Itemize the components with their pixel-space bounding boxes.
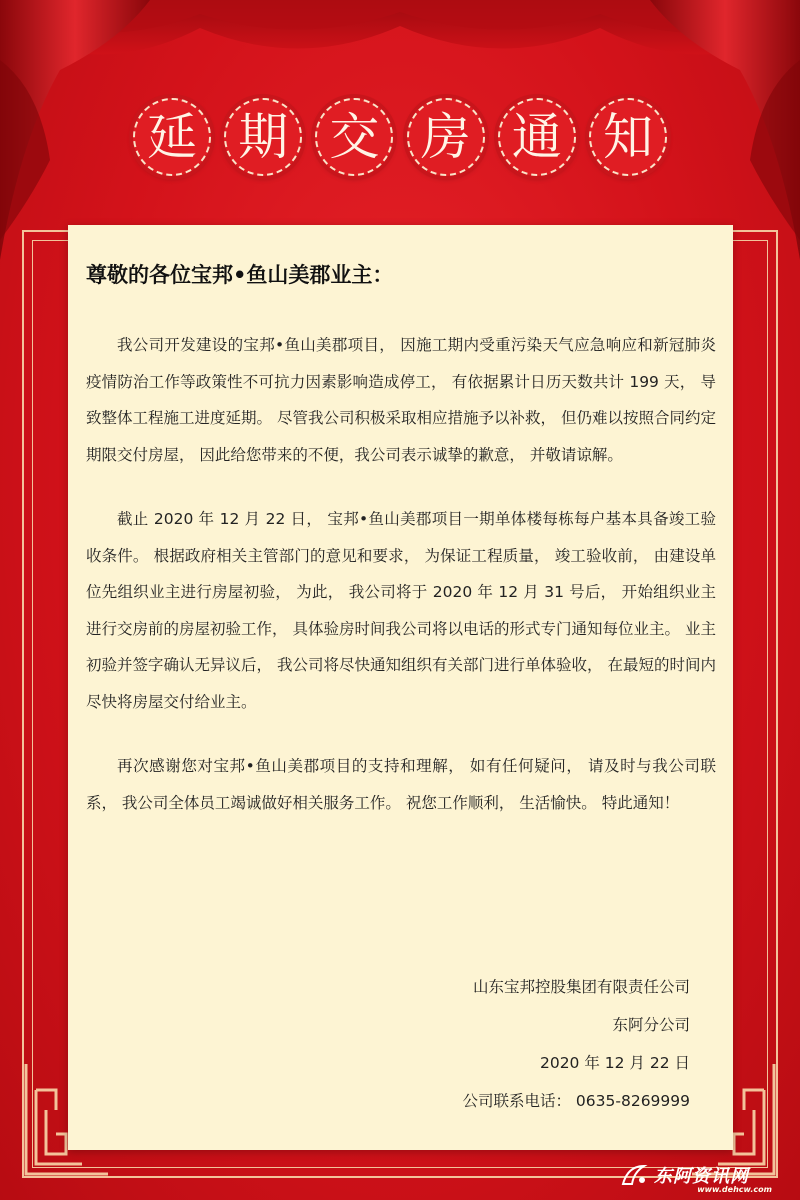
site-watermark xyxy=(620,1158,790,1192)
title-char: 期 xyxy=(224,98,302,176)
title-char: 通 xyxy=(498,98,576,176)
watermark-url: www.dehcw.com xyxy=(697,1185,772,1194)
paragraph: 我公司开发建设的宝邦•鱼山美郡项目， 因施工期内受重污染天气应急响应和新冠肺炎疫情防治工作等政策性不可抗力因素影响造成停工， 有依据累计日历天数共计 199 天， 导致整体工程施工进度延期。 尽管我公司积极采取相应措施予以补救， 但仍难以按照合同约定期限交付房屋， 因此给您带来的不便，我公司表示诚挚的歉意， 并敬请谅解。 xyxy=(86,336,716,464)
company-name: 山东宝邦控股集团有限责任公司 xyxy=(472,978,690,996)
paragraph: 再次感谢您对宝邦•鱼山美郡项目的支持和理解， 如有任何疑问， 请及时与我公司联系， 我公司全体员工竭诚做好相关服务工作。 祝您工作顺利， 生活愉快。 特此通知！ xyxy=(86,757,716,812)
signature-block xyxy=(463,968,691,1120)
greeting: 尊敬的各位宝邦•鱼山美郡业主： xyxy=(86,263,394,287)
paragraph: 截止 2020 年 12 月 22 日， 宝邦•鱼山美郡项目一期单体楼每栋每户基本具备竣工验收条件。 根据政府相关主管部门的意见和要求， 为保证工程质量， 竣工验收前， 由建设单位先组织业主进行房屋初验， 为此， 我公司将于 2020 年 12 月 31 号后， 开始组织业主进行交房前的房屋初验工作， 具体验房时间我公司将以电话的形式专门通知每位业主。 业主初验并签字确认无异议后， 我公司将尽快通知组织有关部门进行单体验收， 在最短的时间内尽快将房屋交付给业主。 xyxy=(86,510,716,711)
watermark-text: 东阿资讯网 xyxy=(654,1166,749,1187)
contact-phone: 公司联系电话： 0635-8269999 xyxy=(462,1092,690,1110)
title-char: 知 xyxy=(589,98,667,176)
watermark-logo-icon xyxy=(620,1162,650,1188)
notice-content xyxy=(86,245,716,849)
title xyxy=(133,92,667,192)
notice-date: 2020 年 12 月 22 日 xyxy=(539,1054,690,1072)
title-char: 房 xyxy=(407,98,485,176)
branch-name: 东阿分公司 xyxy=(612,1016,690,1034)
title-char: 延 xyxy=(133,98,211,176)
title-char: 交 xyxy=(315,98,393,176)
